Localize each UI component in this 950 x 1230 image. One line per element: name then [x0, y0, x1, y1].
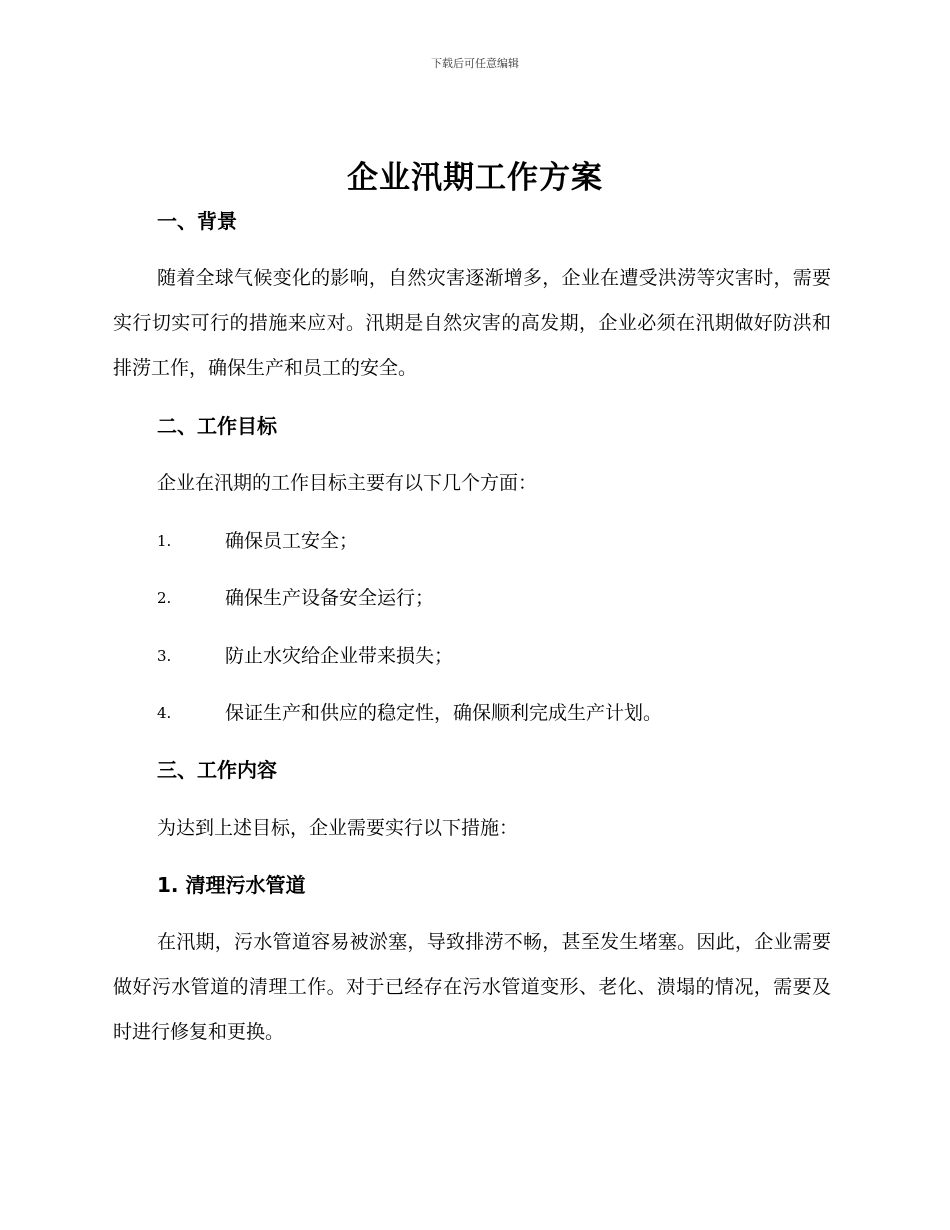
list-number: 4.: [157, 704, 172, 722]
subheading-clean-pipes: 1. 清理污水管道: [157, 873, 306, 897]
goals-intro: 企业在汛期的工作目标主要有以下几个方面：: [157, 472, 538, 494]
section-heading-goals: 二、工作目标: [157, 414, 277, 438]
content-paragraph: 在汛期，污水管道容易被淤塞，导致排涝不畅，甚至发生堵塞。因此，企业需要做好污水管道的清理工作。对于已经存在污水管道变形、老化、溃塌的情况，需要及时进行修复和更换。: [113, 931, 831, 1043]
document-title: 企业汛期工作方案: [347, 160, 603, 196]
list-number: 2.: [157, 589, 172, 607]
background-paragraph: 随着全球气候变化的影响，自然灾害逐渐增多，企业在遭受洪涝等灾害时，需要实行切实可行的措施来应对。汛期是自然灾害的高发期，企业必须在汛期做好防洪和排涝工作，确保生产和员工的安全。: [113, 267, 831, 379]
list-number: 3.: [157, 647, 172, 665]
content-intro: 为达到上述目标，企业需要实行以下措施：: [157, 817, 519, 839]
list-text: 确保员工安全；: [225, 530, 359, 552]
section-heading-background: 一、背景: [157, 209, 237, 233]
list-number: 1.: [157, 532, 172, 550]
header-note: 下载后可任意编辑: [431, 57, 519, 70]
section-heading-content: 三、工作内容: [157, 758, 277, 782]
list-text: 确保生产设备安全运行；: [225, 587, 435, 609]
list-text: 保证生产和供应的稳定性，确保顺利完成生产计划。: [225, 702, 663, 724]
list-text: 防止水灾给企业带来损失；: [225, 645, 454, 667]
